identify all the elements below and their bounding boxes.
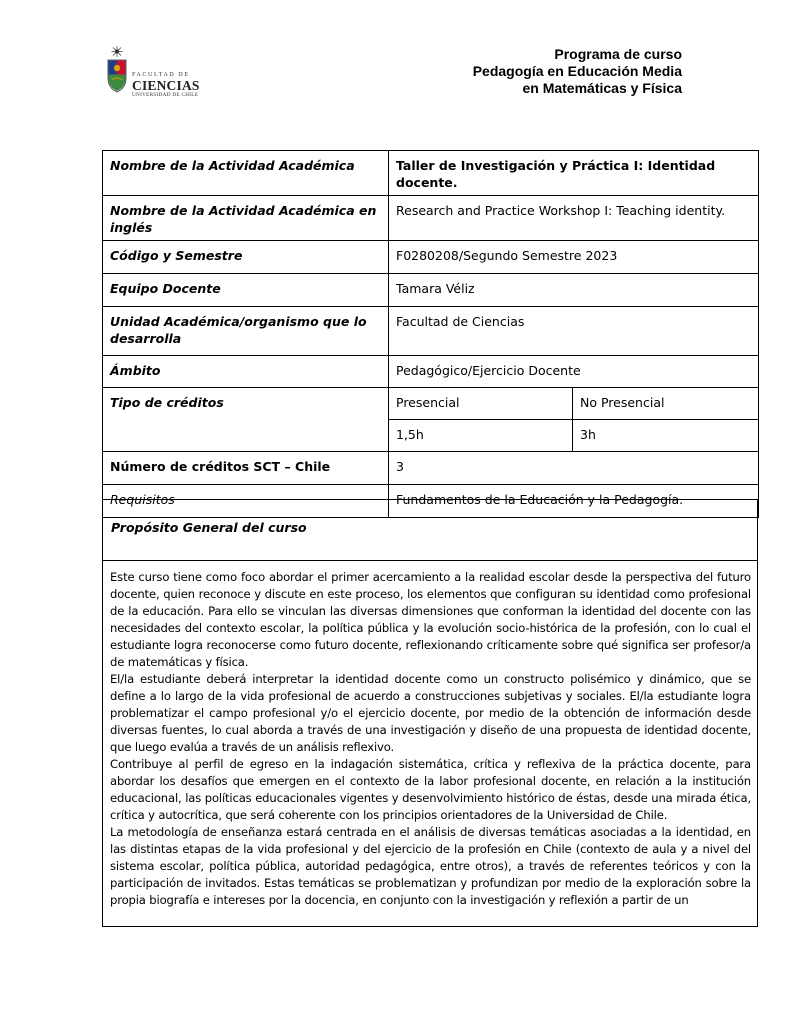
label-ambito: Ámbito [103, 356, 389, 388]
label-nombre: Nombre de la Actividad Académica [103, 151, 389, 196]
label-unidad: Unidad Académica/organismo que lo desarrolla [103, 307, 389, 356]
value-nombre: Taller de Investigación y Práctica I: Identidad docente. [389, 151, 759, 196]
value-unidad: Facultad de Ciencias [389, 307, 759, 356]
label-codigo: Código y Semestre [103, 241, 389, 274]
label-ingles: Nombre de la Actividad Académica en inglés [103, 196, 389, 241]
header-line-pedagogia: Pedagogía en Educación Media [472, 63, 682, 79]
value-ambito: Pedagógico/Ejercicio Docente [389, 356, 759, 388]
header-presencial: Presencial [389, 388, 573, 420]
row-ingles [103, 196, 759, 241]
row-tipo-creditos [103, 388, 759, 420]
value-requisitos: Fundamentos de la Educación y la Pedagogía. [389, 485, 759, 518]
label-equipo: Equipo Docente [103, 274, 389, 307]
row-codigo [103, 241, 759, 274]
label-sct: Número de créditos SCT – Chile [103, 452, 389, 485]
course-info-table [102, 150, 759, 518]
label-tipo-creditos: Tipo de créditos [103, 388, 389, 452]
header-line-especialidad: en Matemáticas y Física [522, 80, 682, 96]
university-emblem-icon [104, 44, 130, 100]
logo-line-faculty: FACULTAD DE [132, 72, 190, 78]
body-paragraph: Este curso tiene como foco abordar el primer acercamiento a la realidad escolar desde la perspectiva del futuro docente, quien reconoce y discute en este proceso, los elementos que configuran su identidad como profesional de la educación. Para ello se vinculan las diversas dimensiones que conforman la identidad del docente con las necesidades del contexto escolar, la política pública y la evolución socio-histórica de la profesión, con lo cual el estudiante logra reconocerse como futuro docente, reflexionando críticamente sobre qué significa ser profesor/a de matemáticas y física. [110, 570, 751, 669]
purpose-body [102, 560, 758, 927]
row-nombre [103, 151, 759, 196]
row-equipo [103, 274, 759, 307]
body-paragraph: Contribuye al perfil de egreso en la indagación sistemática, crítica y reflexiva de la práctica docente, para abordar los desafíos que emergen en el contexto de la labor profesional docente, en relación a la institución educacional, las políticas educacionales vigentes y desenvolvimiento histórico de éstas, desde una mirada ética, crítica y autocrítica, que será coherente con los principios orientadores de la Universidad de Chile. [110, 757, 751, 822]
purpose-title: Propósito General del curso [111, 520, 307, 535]
faculty-logo [104, 44, 200, 104]
logo-line-university: UNIVERSIDAD DE CHILE [132, 92, 199, 98]
row-sct [103, 452, 759, 485]
logo-wordmark [132, 72, 200, 99]
header-no-presencial: No Presencial [573, 388, 759, 420]
value-codigo: F0280208/Segundo Semestre 2023 [389, 241, 759, 274]
value-equipo: Tamara Véliz [389, 274, 759, 307]
value-sct: 3 [389, 452, 759, 485]
label-requisitos: Requisitos [103, 485, 389, 518]
body-paragraph: La metodología de enseñanza estará centrada en el análisis de diversas temáticas asociadas a la identidad, en las distintas etapas de la vida profesional y del ejercicio de la profesión en Chile (contexto de aula y a nivel del sistema escolar, política pública, autoridad pedagógica, entre otros), a través de referentes teóricos y con la participación de invitados. Estas temáticas se problematizan y profundizan por medio de la exploración sobre la propia biografía e intereses por la docencia, en conjunto con la investigación y reflexión a partir de un [110, 825, 751, 907]
body-paragraph: El/la estudiante deberá interpretar la identidad docente como un constructo polisémico y dinámico, que se define a lo largo de la vida profesional de acuerdo a construcciones subjetivas y sociales. El/la estudiante logra problematizar el campo profesional y/o el ejercicio docente, por medio de la obtención de información desde diversas fuentes, lo cual aborda a través de una investigación y diseño de una propuesta de identidad docente, que luego evalúa a través de un análisis reflexivo. [110, 672, 751, 754]
header-line-programa: Programa de curso [554, 46, 682, 62]
value-ingles: Research and Practice Workshop I: Teaching identity. [389, 196, 759, 241]
row-unidad [103, 307, 759, 356]
value-no-presencial: 3h [573, 420, 759, 452]
value-presencial: 1,5h [389, 420, 573, 452]
program-header [473, 46, 682, 97]
row-ambito [103, 356, 759, 388]
logo-line-ciencias: CIENCIAS [132, 78, 200, 93]
purpose-section [102, 499, 758, 560]
